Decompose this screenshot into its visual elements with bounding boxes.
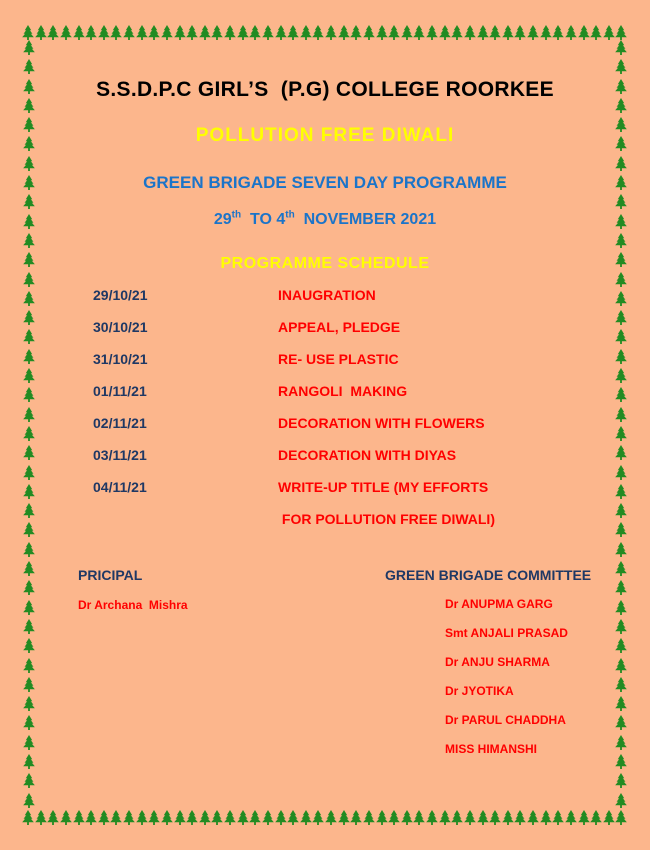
- evergreen-tree-icon: [464, 810, 476, 825]
- schedule-row: [93, 288, 650, 303]
- schedule-event: WRITE-UP TITLE (MY EFFORTS: [278, 479, 489, 495]
- date-range-rest: NOVEMBER 2021: [294, 211, 437, 228]
- evergreen-tree-icon: [603, 810, 615, 825]
- evergreen-tree-icon: [540, 810, 552, 825]
- evergreen-tree-icon: [60, 810, 72, 825]
- evergreen-tree-icon: [338, 810, 350, 825]
- schedule-row: [93, 480, 650, 495]
- event-title: POLLUTION FREE DIWALI: [195, 125, 455, 146]
- schedule-event: INAUGRATION: [278, 287, 376, 303]
- evergreen-tree-icon: [413, 810, 425, 825]
- evergreen-tree-icon: [211, 810, 223, 825]
- schedule-event: RANGOLI MAKING: [278, 383, 408, 399]
- schedule-event: RE- USE PLASTIC: [278, 351, 399, 367]
- evergreen-tree-icon: [300, 810, 312, 825]
- evergreen-tree-icon: [325, 810, 337, 825]
- committee-block: [385, 568, 591, 772]
- schedule-date: 01/11/21: [93, 383, 147, 399]
- poster-footer: [0, 568, 650, 768]
- schedule-date: 04/11/21: [93, 479, 147, 495]
- evergreen-tree-icon: [148, 810, 160, 825]
- schedule-row: [93, 448, 650, 463]
- committee-member: Dr PARUL CHADDHA: [445, 713, 566, 727]
- schedule-date: [93, 512, 278, 527]
- evergreen-tree-icon: [615, 810, 627, 825]
- schedule-event: DECORATION WITH DIYAS: [278, 447, 457, 463]
- schedule-date: 30/10/21: [93, 319, 148, 335]
- evergreen-tree-icon: [262, 810, 274, 825]
- schedule-row: [93, 320, 650, 335]
- evergreen-tree-icon: [275, 810, 287, 825]
- evergreen-tree-icon: [287, 810, 299, 825]
- schedule-event: FOR POLLUTION FREE DIWALI): [278, 511, 495, 527]
- evergreen-tree-icon: [85, 810, 97, 825]
- committee-member: Dr ANJU SHARMA: [445, 655, 550, 669]
- evergreen-tree-icon: [22, 810, 34, 825]
- evergreen-tree-icon: [527, 810, 539, 825]
- evergreen-tree-icon: [401, 810, 413, 825]
- evergreen-tree-icon: [615, 793, 627, 808]
- evergreen-tree-icon: [123, 810, 135, 825]
- committee-heading: GREEN BRIGADE COMMITTEE: [385, 567, 592, 583]
- schedule-event: DECORATION WITH FLOWERS: [278, 415, 485, 431]
- schedule-row: [93, 416, 650, 431]
- evergreen-tree-icon: [136, 810, 148, 825]
- evergreen-tree-icon: [376, 810, 388, 825]
- evergreen-tree-icon: [514, 810, 526, 825]
- evergreen-tree-icon: [23, 773, 35, 788]
- schedule-date: 02/11/21: [93, 415, 147, 431]
- schedule-heading: PROGRAMME SCHEDULE: [220, 255, 430, 272]
- evergreen-tree-icon: [23, 793, 35, 808]
- evergreen-tree-icon: [35, 810, 47, 825]
- evergreen-tree-icon: [249, 810, 261, 825]
- evergreen-tree-icon: [578, 810, 590, 825]
- evergreen-tree-icon: [477, 810, 489, 825]
- schedule-row-continuation: [93, 512, 650, 527]
- schedule-date: 31/10/21: [93, 351, 148, 367]
- date-range: [0, 210, 650, 230]
- evergreen-tree-icon: [186, 810, 198, 825]
- evergreen-tree-icon: [489, 810, 501, 825]
- evergreen-tree-icon: [199, 810, 211, 825]
- date-range-sup1: th: [231, 209, 242, 221]
- programme-subtitle: GREEN BRIGADE SEVEN DAY PROGRAMME: [143, 173, 507, 192]
- evergreen-tree-icon: [363, 810, 375, 825]
- date-range-sup2: th: [285, 209, 295, 221]
- evergreen-tree-icon: [224, 810, 236, 825]
- evergreen-tree-icon: [426, 810, 438, 825]
- schedule-date: 29/10/21: [93, 287, 148, 303]
- schedule-row: [93, 384, 650, 399]
- evergreen-tree-icon: [161, 810, 173, 825]
- college-title: S.S.D.P.C GIRL’S (P.G) COLLEGE ROORKEE: [96, 78, 554, 101]
- committee-list: [445, 598, 591, 755]
- schedule-row: [93, 352, 650, 367]
- evergreen-tree-icon: [350, 810, 362, 825]
- programme-schedule: [0, 288, 650, 527]
- date-range-mid: TO 4: [241, 211, 286, 228]
- evergreen-tree-icon: [502, 810, 514, 825]
- schedule-event: APPEAL, PLEDGE: [278, 319, 401, 335]
- evergreen-tree-icon: [590, 810, 602, 825]
- principal-block: [78, 568, 188, 612]
- evergreen-tree-icon: [615, 773, 627, 788]
- committee-member: MISS HIMANSHI: [445, 742, 538, 756]
- evergreen-tree-icon: [47, 810, 59, 825]
- evergreen-tree-icon: [439, 810, 451, 825]
- evergreen-tree-icon: [552, 810, 564, 825]
- evergreen-tree-icon: [110, 810, 122, 825]
- evergreen-tree-icon: [98, 810, 110, 825]
- principal-name: Dr Archana Mishra: [78, 598, 188, 612]
- evergreen-tree-icon: [565, 810, 577, 825]
- tree-border-bottom: [22, 810, 628, 825]
- schedule-date: 03/11/21: [93, 447, 147, 463]
- evergreen-tree-icon: [388, 810, 400, 825]
- committee-member: Dr ANUPMA GARG: [445, 597, 553, 611]
- evergreen-tree-icon: [73, 810, 85, 825]
- committee-member: Dr JYOTIKA: [445, 684, 514, 698]
- committee-member: Smt ANJALI PRASAD: [445, 626, 568, 640]
- evergreen-tree-icon: [451, 810, 463, 825]
- evergreen-tree-icon: [174, 810, 186, 825]
- principal-heading: PRICIPAL: [78, 567, 143, 583]
- evergreen-tree-icon: [312, 810, 324, 825]
- date-range-start: 29: [213, 211, 232, 228]
- evergreen-tree-icon: [237, 810, 249, 825]
